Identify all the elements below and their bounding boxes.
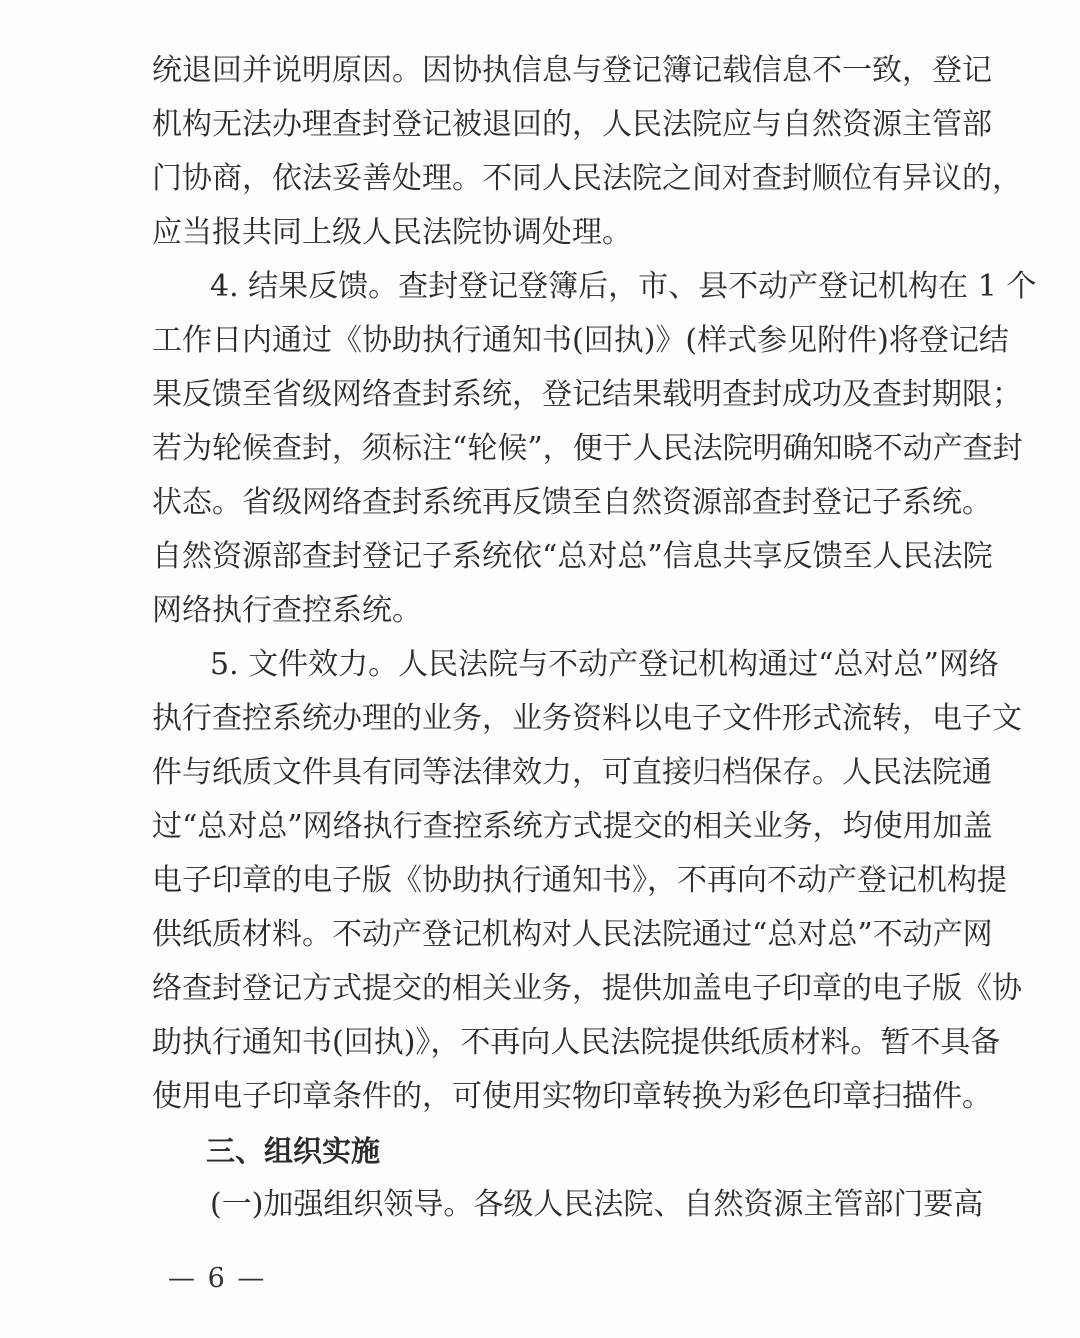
- text-line: 供纸质材料。不动产登记机构对人民法院通过“总对总”不动产网: [152, 917, 993, 952]
- text-line: 果反馈至省级网络查封系统，登记结果载明查封成功及查封期限；: [152, 377, 1022, 412]
- text-line: 机构无法办理查封登记被退回的，人民法院应与自然资源主管部: [152, 107, 992, 142]
- document-body: [152, 44, 1037, 1232]
- text-line: 若为轮候查封，须标注“轮候”，便于人民法院明确知晓不动产查封: [152, 431, 1023, 466]
- text-line: (一)加强组织领导。各级人民法院、自然资源主管部门要高: [210, 1187, 984, 1222]
- text-line: 络查封登记方式提交的相关业务，提供加盖电子印章的电子版《协: [152, 971, 1022, 1006]
- section-heading: 三、组织实施: [206, 1134, 381, 1168]
- text-line: 使用电子印章条件的，可使用实物印章转换为彩色印章扫描件。: [152, 1079, 992, 1114]
- text-line: 网络执行查控系统。: [152, 593, 422, 628]
- paragraph-continuation: [152, 44, 1022, 260]
- text-line: 电子印章的电子版《协助执行通知书》，不再向不动产登记机构提: [152, 863, 1007, 898]
- text-line: 状态。省级网络查封系统再反馈至自然资源部查封登记子系统。: [152, 485, 992, 520]
- text-line: 5. 文件效力。人民法院与不动产登记机构通过“总对总”网络: [210, 647, 999, 682]
- text-line: 过“总对总”网络执行查控系统方式提交的相关业务，均使用加盖: [152, 809, 993, 844]
- text-line: 件与纸质文件具有同等法律效力，可直接归档保存。人民法院通: [152, 755, 992, 790]
- text-line: 助执行通知书(回执)》，不再向人民法院提供纸质材料。暂不具备: [152, 1025, 1001, 1060]
- text-line: 应当报共同上级人民法院协调处理。: [152, 215, 632, 250]
- text-line: 门协商，依法妥善处理。不同人民法院之间对查封顺位有异议的，: [152, 161, 1022, 196]
- text-line: 4. 结果反馈。查封登记登簿后，市、县不动产登记机构在 1 个: [210, 269, 1037, 304]
- text-line: 统退回并说明原因。因协执信息与登记簿记载信息不一致，登记: [152, 53, 992, 88]
- paragraph-result-feedback: [152, 260, 1037, 638]
- text-line: 工作日内通过《协助执行通知书(回执)》(样式参见附件)将登记结: [152, 323, 1009, 358]
- paragraph-document-validity: [152, 638, 1022, 1124]
- text-line: 执行查控系统办理的业务，业务资料以电子文件形式流转，电子文: [152, 701, 1022, 736]
- text-line: 自然资源部查封登记子系统依“总对总”信息共享反馈至人民法院: [152, 539, 993, 574]
- page-number: — 6 —: [168, 1263, 267, 1294]
